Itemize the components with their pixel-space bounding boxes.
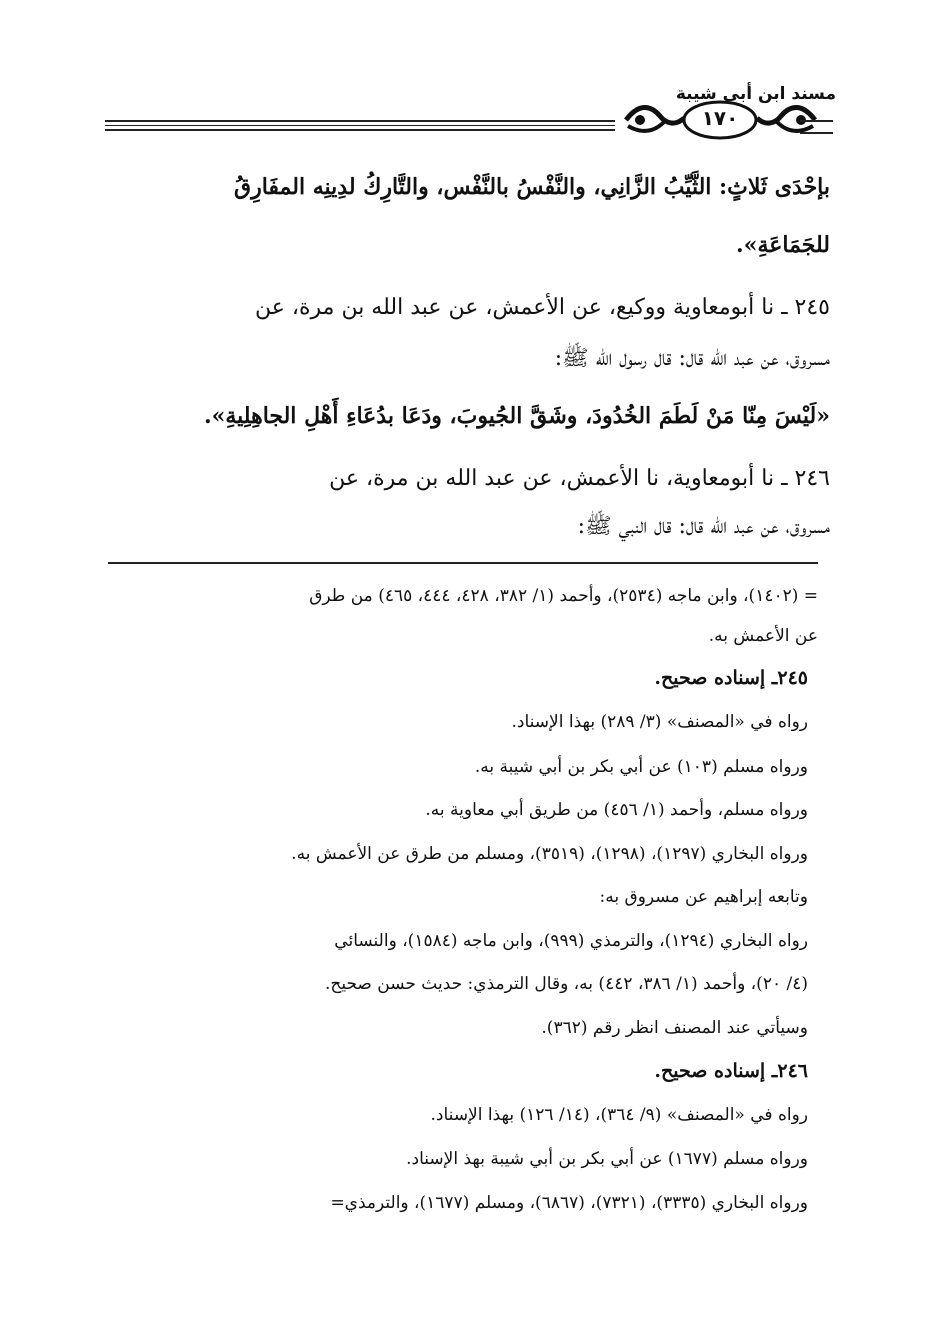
- page-number: ١٧٠: [701, 106, 739, 130]
- footnote-line: عن الأعمش به.: [708, 626, 818, 646]
- header-rule-bottom: [105, 129, 615, 131]
- footnote-line: ورواه مسلم، وأحمد (١/ ٤٥٦) من طريق أبي معاوية به.: [425, 800, 808, 820]
- hadith-245-text: «لَيْسَ مِنّا مَنْ لَطَمَ الخُدُودَ، وشَقَّ الجُيوبَ، ودَعَا بدُعَاءِ أَهْلِ الجاهِلِيةِ».: [203, 403, 830, 429]
- footnote-line: رواه في «المصنف» (٩/ ٣٦٤)، (١٤/ ١٢٦) بهذا الإسناد.: [430, 1105, 808, 1125]
- footnote-line: ورواه مسلم (١٦٧٧) عن أبي بكر بن أبي شيبة بهذ الإسناد.: [406, 1149, 808, 1169]
- main-text-line: للجَمَاعَةِ».: [736, 232, 830, 258]
- ornament-rule: [800, 120, 833, 134]
- footnote-line: = (١٤٠٢)، وابن ماجه (٢٥٣٤)، وأحمد (١/ ٣٨٢، ٤٢٨، ٤٤٤، ٤٦٥) من طرق: [309, 586, 818, 606]
- hadith-246-line: ٢٤٦ ـ نا أبومعاوية، نا الأعمش، عن عبد الله بن مرة، عن: [329, 466, 830, 491]
- main-text-line-content: بإحْدَى ثَلاثٍ: الثَّيِّبُ الزَّانِي، والنَّفْسُ بالنَّفْس، والتَّارِكُ لدِينِه المفَارِقُ: [234, 174, 830, 200]
- footnote-line: ورواه مسلم (١٠٣) عن أبي بكر بن أبي شيبة به.: [474, 757, 808, 777]
- header-rule-middle: [105, 125, 615, 126]
- footnote-line: (٤/ ٢٠)، وأحمد (١/ ٣٨٦، ٤٤٢) به، وقال الترمذي: حديث حسن صحيح.: [324, 974, 808, 994]
- footnote-heading-246: ٢٤٦ـ إسناده صحيح.: [654, 1060, 808, 1082]
- footnote-line: وتابعه إبراهيم عن مسروق به:: [599, 887, 808, 907]
- footnote-line: ورواه البخاري (١٢٩٧)، (١٢٩٨)، (٣٥١٩)، ومسلم من طرق عن الأعمش به.: [291, 844, 808, 864]
- footnote-line: رواه في «المصنف» (٣/ ٢٨٩) بهذا الإسناد.: [511, 712, 808, 732]
- footnote-line: ورواه البخاري (٣٣٣٥)، (٧٣٢١)، (٦٨٦٧)، ومسلم (١٦٧٧)، والترمذي=: [330, 1193, 808, 1213]
- footnote-line: وسيأتي عند المصنف انظر رقم (٣٦٢).: [541, 1018, 808, 1038]
- hadith-245-line: مسروق، عن عبد الله قال: قال رسول الله ﷺ:: [554, 346, 830, 371]
- footnote-heading-245: ٢٤٥ـ إسناده صحيح.: [654, 667, 808, 689]
- running-header-title: مسند ابن أبي شيبة: [675, 84, 836, 104]
- footnote-line: رواه البخاري (١٢٩٤)، والترمذي (٩٩٩)، وابن ماجه (١٥٨٤)، والنسائي: [334, 931, 808, 951]
- footnote-separator: [108, 562, 818, 564]
- hadith-245-line: ٢٤٥ ـ نا أبومعاوية ووكيع، عن الأعمش، عن عبد الله بن مرة، عن: [255, 295, 830, 320]
- main-text-line: [120, 166, 830, 208]
- hadith-246-line: مسروق، عن عبد الله قال: قال النبي ﷺ:: [577, 514, 830, 539]
- header-rule-top: [105, 120, 615, 122]
